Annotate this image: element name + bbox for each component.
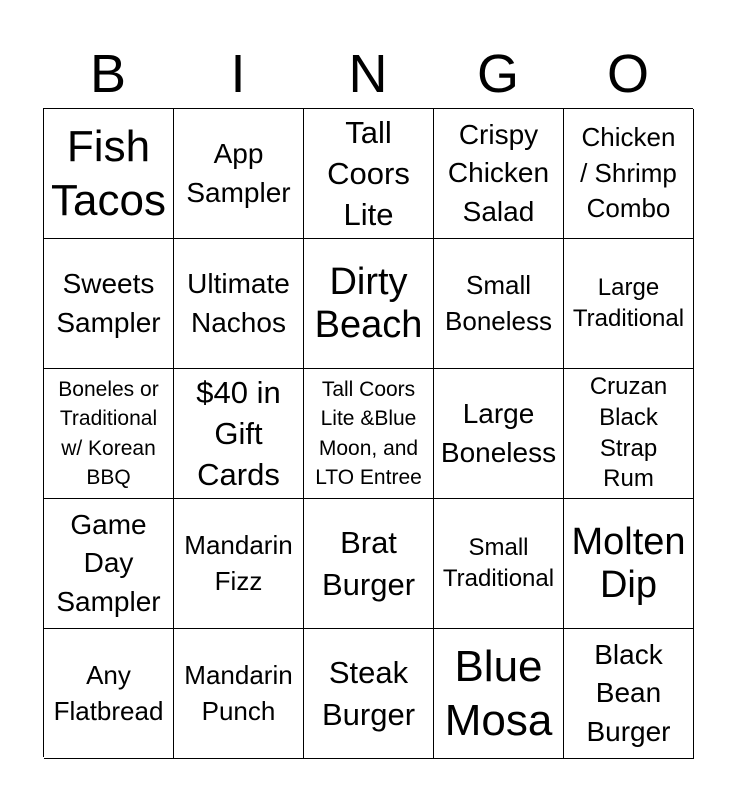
bingo-cell-r2c1[interactable] [44,239,174,369]
cell-label: Fish Tacos [51,121,166,225]
bingo-header [43,40,693,108]
bingo-cell-r5c1[interactable] [44,629,174,759]
cell-label: Small Traditional [442,533,555,592]
header-letter-g: G [476,44,519,104]
cell-label: Cruzan Black Strap Rum [589,372,668,493]
bingo-cell-r1c1[interactable] [44,109,174,239]
bingo-cell-r5c5[interactable] [564,629,694,759]
header-letter-b: B [89,44,127,104]
bingo-cell-r3c1[interactable] [44,369,174,499]
bingo-cell-r1c2[interactable] [174,109,304,239]
bingo-cell-r5c4[interactable] [434,629,564,759]
bingo-cell-r3c4[interactable] [434,369,564,499]
bingo-cell-r3c2[interactable] [174,369,304,499]
cell-label: Large Traditional [572,273,685,332]
bingo-cell-r5c2[interactable] [174,629,304,759]
bingo-cell-r5c3[interactable] [304,629,434,759]
bingo-cell-r4c1[interactable] [44,499,174,629]
bingo-cell-r2c2[interactable] [174,239,304,369]
cell-label: Ultimate Nachos [187,268,290,338]
cell-label: Game Day Sampler [56,508,161,617]
cell-label: Sweets Sampler [56,268,161,338]
cell-label: Boneles or Traditional w/ Korean BBQ [58,377,159,489]
header-letter-n: N [348,44,388,104]
bingo-cell-r4c2[interactable] [174,499,304,629]
cell-label: $40 in Gift Cards [196,374,281,493]
bingo-cell-r4c3[interactable] [304,499,434,629]
cell-label: Tall Coors Lite [327,114,410,233]
bingo-cell-r3c5[interactable] [564,369,694,499]
bingo-cell-r4c5[interactable] [564,499,694,629]
cell-label: Molten Dip [571,520,686,606]
bingo-cell-r2c3[interactable] [304,239,434,369]
cell-label: Mandarin Fizz [184,529,293,596]
cell-label: Tall Coors Lite &Blue Moon, and LTO Entree [315,377,422,489]
cell-label: Brat Burger [321,525,416,602]
cell-label: Small Boneless [445,269,552,336]
bingo-cell-r1c4[interactable] [434,109,564,239]
cell-label: Chicken / Shrimp Combo [580,122,677,224]
cell-label: Mandarin Punch [184,659,293,726]
bingo-cell-r2c4[interactable] [434,239,564,369]
cell-label: Steak Burger [321,655,416,732]
bingo-card [43,108,693,757]
cell-label: Blue Mosa [444,641,553,745]
bingo-cell-r3c3[interactable] [304,369,434,499]
cell-label: Black Bean Burger [586,638,671,747]
bingo-cell-r4c4[interactable] [434,499,564,629]
cell-label: Any Flatbread [53,659,164,726]
header-letter-o: O [606,44,649,104]
bingo-cell-r1c3[interactable] [304,109,434,239]
bingo-cell-r1c5[interactable] [564,109,694,239]
cell-label: App Sampler [186,138,291,208]
cell-label: Dirty Beach [314,260,423,346]
cell-label: Large Boneless [440,398,557,468]
header-letter-i: I [230,44,246,104]
bingo-cell-r2c5[interactable] [564,239,694,369]
cell-label: Crispy Chicken Salad [447,118,550,227]
